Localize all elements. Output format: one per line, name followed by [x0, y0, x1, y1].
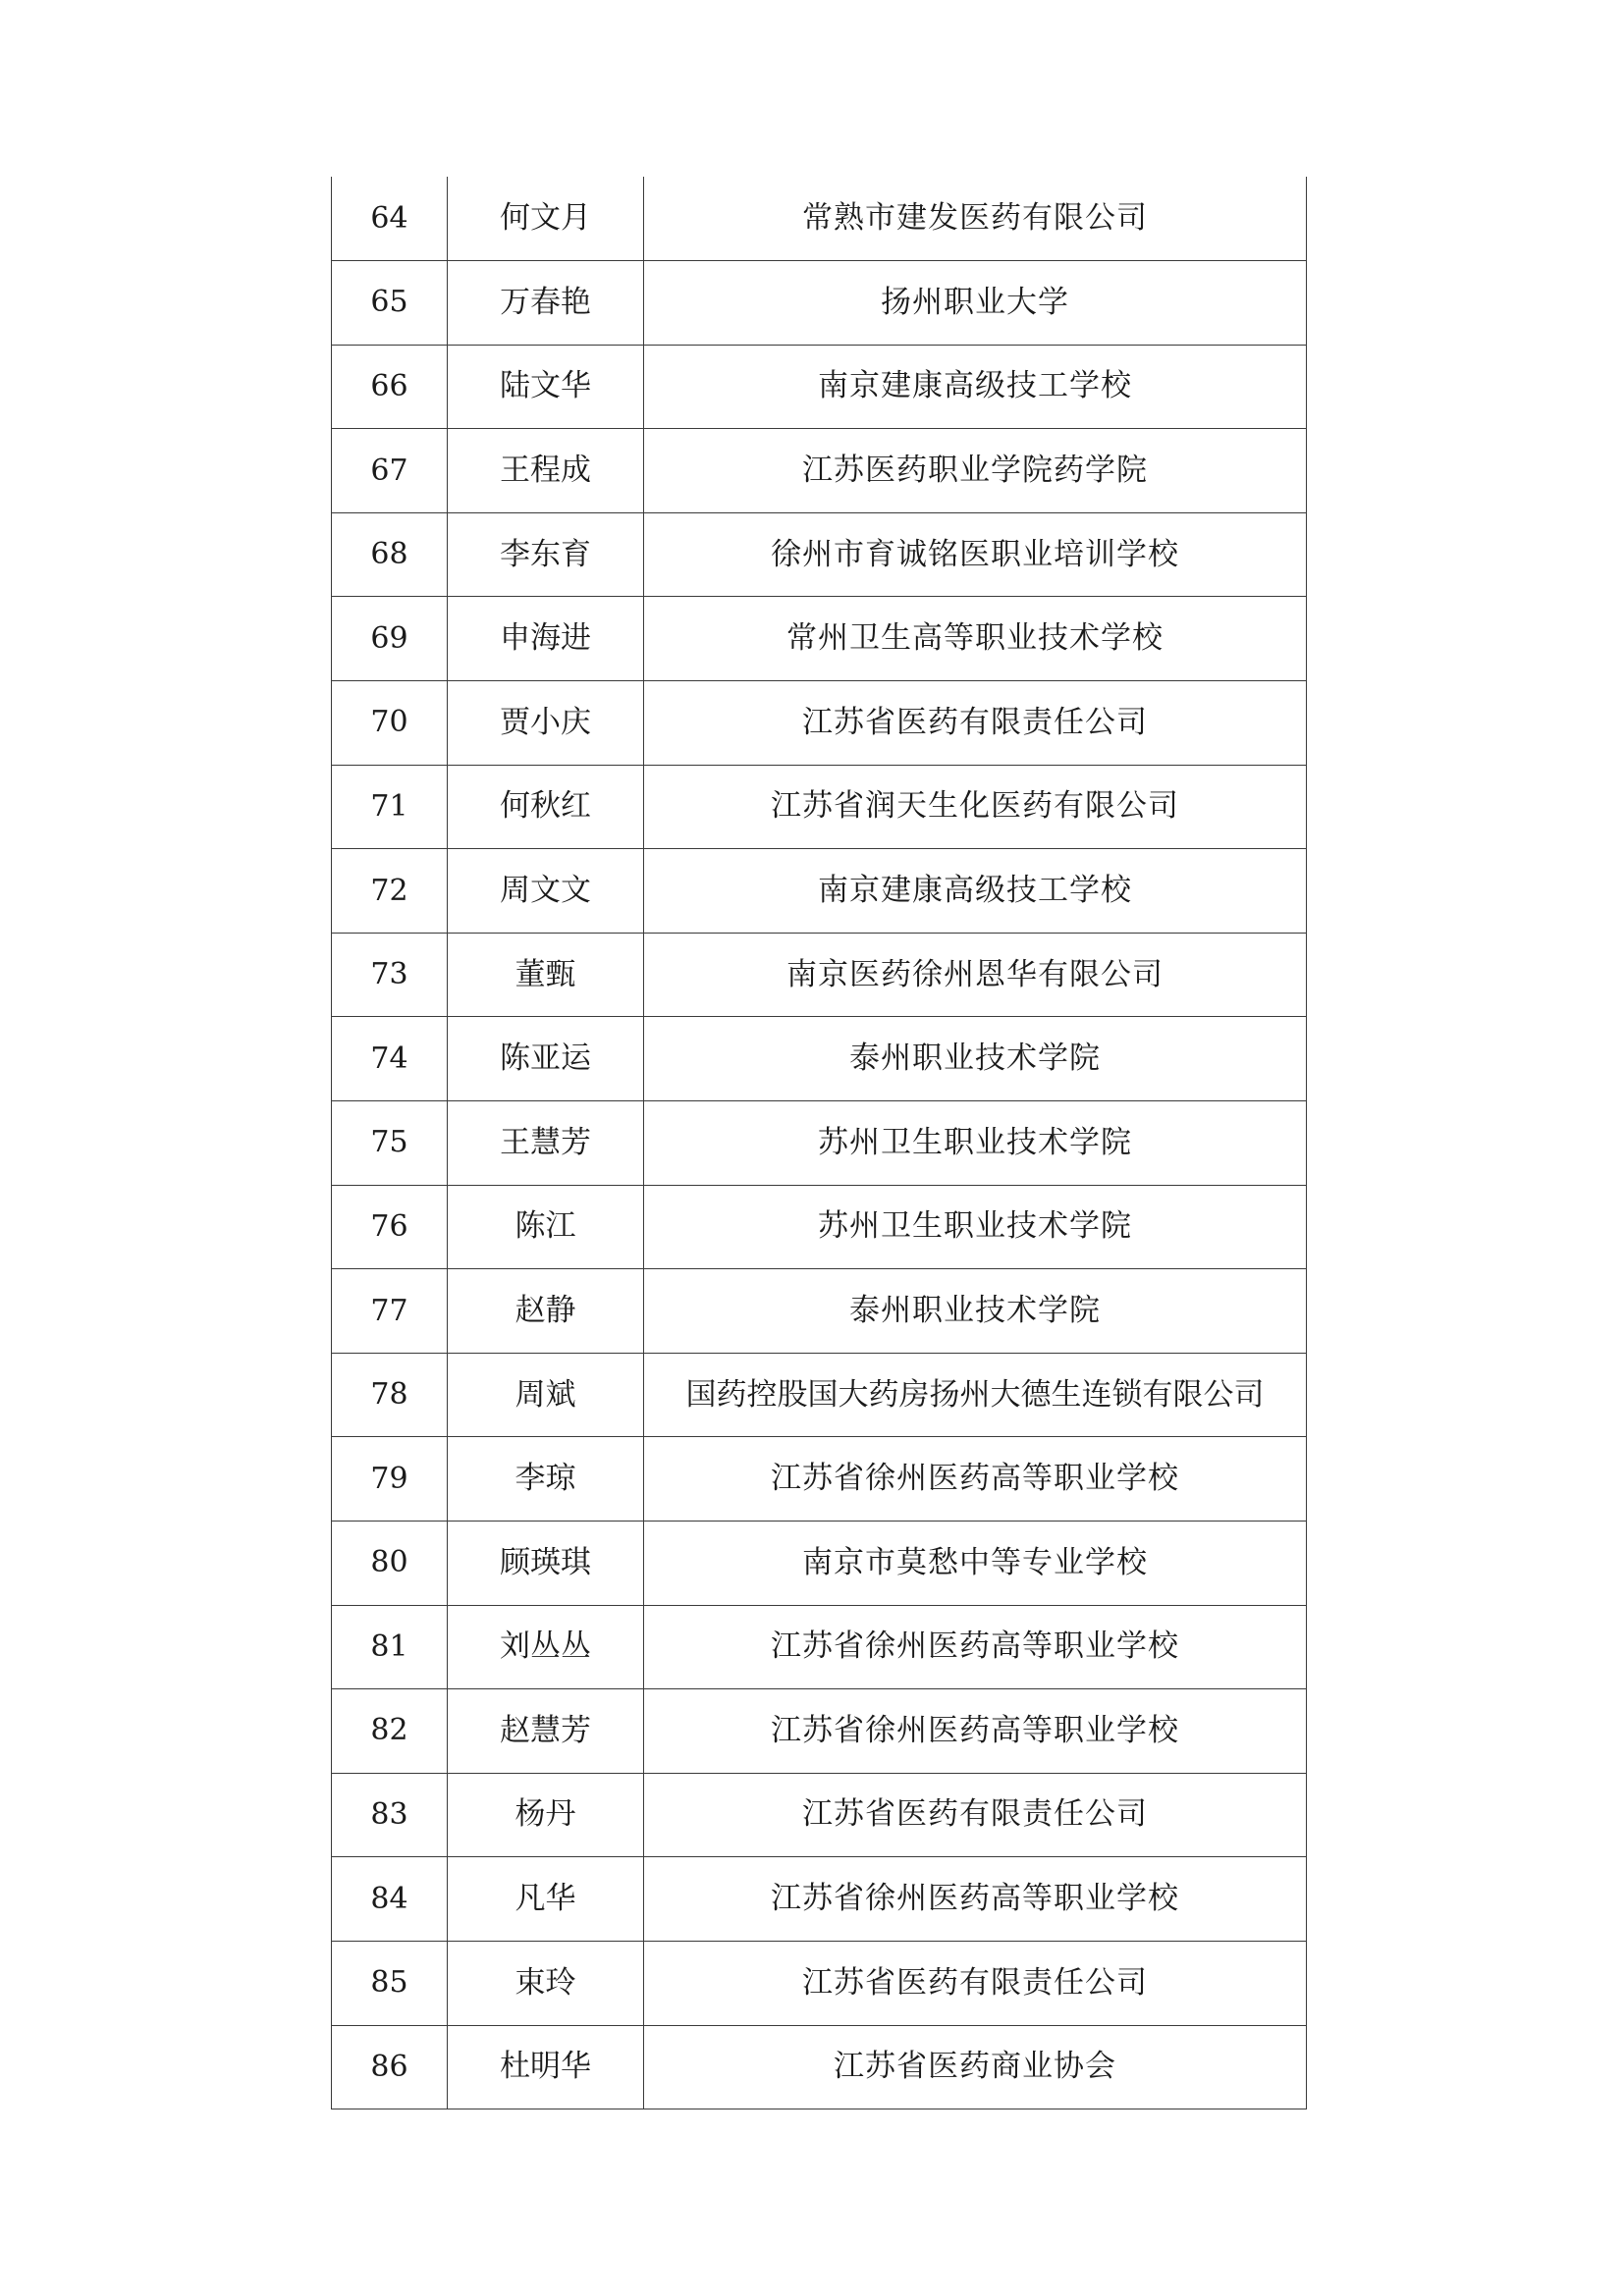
table-row: [332, 2025, 1307, 2109]
table-row: [332, 1941, 1307, 2025]
row-number: 74: [332, 1017, 448, 1101]
table-row: [332, 1689, 1307, 1774]
table-row: [332, 1185, 1307, 1269]
organization: 南京建康高级技工学校: [644, 849, 1307, 934]
organization: 江苏省润天生化医药有限公司: [644, 765, 1307, 849]
row-number: 71: [332, 765, 448, 849]
row-number: 70: [332, 681, 448, 766]
table-row: [332, 1017, 1307, 1101]
organization: 江苏省徐州医药高等职业学校: [644, 1437, 1307, 1522]
organization: 南京医药徐州恩华有限公司: [644, 933, 1307, 1017]
row-number: 66: [332, 345, 448, 429]
row-number: 80: [332, 1522, 448, 1606]
person-name: 杨丹: [448, 1773, 644, 1857]
organization: 江苏省医药商业协会: [644, 2025, 1307, 2109]
organization: 江苏省徐州医药高等职业学校: [644, 1605, 1307, 1689]
row-number: 75: [332, 1101, 448, 1186]
person-name: 陆文华: [448, 345, 644, 429]
table-row: [332, 1605, 1307, 1689]
row-number: 86: [332, 2025, 448, 2109]
person-name: 李东育: [448, 512, 644, 597]
person-name: 陈亚运: [448, 1017, 644, 1101]
table-row: [332, 849, 1307, 934]
row-number: 65: [332, 261, 448, 346]
person-name: 束玲: [448, 1941, 644, 2025]
organization: 常熟市建发医药有限公司: [644, 177, 1307, 261]
table-row: [332, 1101, 1307, 1186]
row-number: 72: [332, 849, 448, 934]
organization: 江苏省徐州医药高等职业学校: [644, 1689, 1307, 1774]
person-name: 杜明华: [448, 2025, 644, 2109]
organization: 苏州卫生职业技术学院: [644, 1185, 1307, 1269]
organization: 江苏省医药有限责任公司: [644, 1773, 1307, 1857]
organization: 江苏省徐州医药高等职业学校: [644, 1857, 1307, 1942]
table-row: [332, 597, 1307, 681]
person-name: 赵静: [448, 1269, 644, 1354]
row-number: 69: [332, 597, 448, 681]
organization: 常州卫生高等职业技术学校: [644, 597, 1307, 681]
table-row: [332, 429, 1307, 513]
person-name: 万春艳: [448, 261, 644, 346]
row-number: 85: [332, 1941, 448, 2025]
row-number: 81: [332, 1605, 448, 1689]
person-name: 董甄: [448, 933, 644, 1017]
table-row: [332, 1857, 1307, 1942]
table-row: [332, 1522, 1307, 1606]
person-name: 何文月: [448, 177, 644, 261]
person-name: 李琼: [448, 1437, 644, 1522]
table-row: [332, 1437, 1307, 1522]
person-name: 陈江: [448, 1185, 644, 1269]
table-row: [332, 1353, 1307, 1437]
person-name: 顾瑛琪: [448, 1522, 644, 1606]
person-name: 周斌: [448, 1353, 644, 1437]
table-row: [332, 177, 1307, 261]
table-row: [332, 765, 1307, 849]
table-row: [332, 512, 1307, 597]
organization: 江苏省医药有限责任公司: [644, 681, 1307, 766]
row-number: 68: [332, 512, 448, 597]
organization: 泰州职业技术学院: [644, 1269, 1307, 1354]
row-number: 78: [332, 1353, 448, 1437]
row-number: 73: [332, 933, 448, 1017]
row-number: 67: [332, 429, 448, 513]
organization: 苏州卫生职业技术学院: [644, 1101, 1307, 1186]
person-name: 赵慧芳: [448, 1689, 644, 1774]
person-name: 凡华: [448, 1857, 644, 1942]
roster-table-body: [332, 177, 1307, 2109]
table-row: [332, 261, 1307, 346]
person-name: 王程成: [448, 429, 644, 513]
row-number: 79: [332, 1437, 448, 1522]
person-name: 何秋红: [448, 765, 644, 849]
organization: 国药控股国大药房扬州大德生连锁有限公司: [644, 1353, 1307, 1437]
row-number: 76: [332, 1185, 448, 1269]
organization: 徐州市育诚铭医职业培训学校: [644, 512, 1307, 597]
person-name: 周文文: [448, 849, 644, 934]
person-name: 贾小庆: [448, 681, 644, 766]
organization: 南京市莫愁中等专业学校: [644, 1522, 1307, 1606]
table-row: [332, 681, 1307, 766]
table-row: [332, 1269, 1307, 1354]
person-name: 王慧芳: [448, 1101, 644, 1186]
organization: 扬州职业大学: [644, 261, 1307, 346]
row-number: 64: [332, 177, 448, 261]
row-number: 83: [332, 1773, 448, 1857]
organization: 南京建康高级技工学校: [644, 345, 1307, 429]
table-row: [332, 933, 1307, 1017]
person-name: 申海进: [448, 597, 644, 681]
roster-table: [331, 177, 1307, 2109]
organization: 江苏医药职业学院药学院: [644, 429, 1307, 513]
table-row: [332, 345, 1307, 429]
organization: 江苏省医药有限责任公司: [644, 1941, 1307, 2025]
row-number: 84: [332, 1857, 448, 1942]
row-number: 77: [332, 1269, 448, 1354]
organization: 泰州职业技术学院: [644, 1017, 1307, 1101]
row-number: 82: [332, 1689, 448, 1774]
table-row: [332, 1773, 1307, 1857]
person-name: 刘丛丛: [448, 1605, 644, 1689]
